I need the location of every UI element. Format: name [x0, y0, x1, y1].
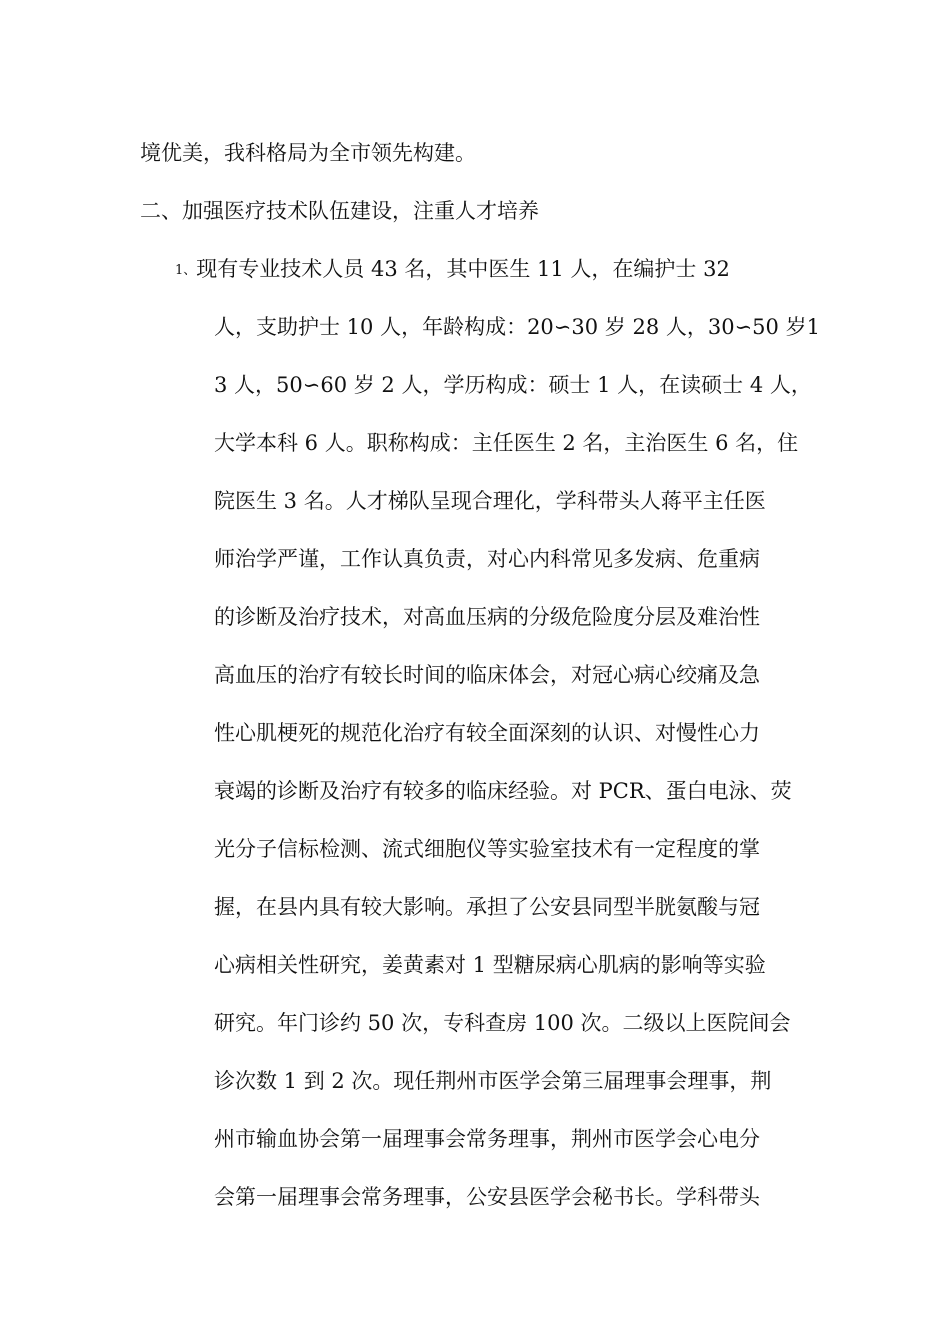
- body-line: 诊次数 1 到 2 次。现任荆州市医学会第三届理事会理事，荆: [214, 1069, 772, 1093]
- body-line: 州市输血协会第一届理事会常务理事，荆州市医学会心电分: [214, 1127, 760, 1151]
- intro-line: 境优美，我科格局为全市领先构建。: [140, 141, 476, 165]
- body-line: 人，支助护士 10 人，年龄构成：20∽30 岁 28 人，30∽50 岁1: [214, 315, 820, 339]
- body-line: 心病相关性研究，姜黄素对 1 型糖尿病心肌病的影响等实验: [214, 953, 766, 977]
- list-item-first-line: [175, 254, 730, 286]
- list-item-first-text: 现有专业技术人员 43 名，其中医生 11 人，在编护士 32: [196, 257, 730, 281]
- body-line: 光分子信标检测、流式细胞仪等实验室技术有一定程度的掌: [214, 837, 760, 861]
- list-item-marker: 1、: [175, 263, 197, 278]
- body-line: 师治学严谨，工作认真负责，对心内科常见多发病、危重病: [214, 547, 760, 571]
- body-line: 的诊断及治疗技术，对高血压病的分级危险度分层及难治性: [214, 605, 760, 629]
- body-line: 3 人，50∽60 岁 2 人，学历构成：硕士 1 人，在读硕士 4 人，: [214, 373, 812, 397]
- section-heading: 二、加强医疗技术队伍建设，注重人才培养: [140, 199, 539, 223]
- body-line: 高血压的治疗有较长时间的临床体会，对冠心病心绞痛及急: [214, 663, 760, 687]
- body-line: 院医生 3 名。人才梯队呈现合理化，学科带头人蒋平主任医: [214, 489, 766, 513]
- body-line: 性心肌梗死的规范化治疗有较全面深刻的认识、对慢性心力: [214, 721, 760, 745]
- body-line: 会第一届理事会常务理事，公安县医学会秘书长。学科带头: [214, 1185, 760, 1209]
- body-line: 握，在县内具有较大影响。承担了公安县同型半胱氨酸与冠: [214, 895, 760, 919]
- body-line: 研究。年门诊约 50 次，专科查房 100 次。二级以上医院间会: [214, 1011, 791, 1035]
- body-line: 大学本科 6 人。职称构成：主任医生 2 名，主治医生 6 名，住: [214, 431, 799, 455]
- body-line: 衰竭的诊断及治疗有较多的临床经验。对 PCR、蛋白电泳、荧: [214, 779, 792, 803]
